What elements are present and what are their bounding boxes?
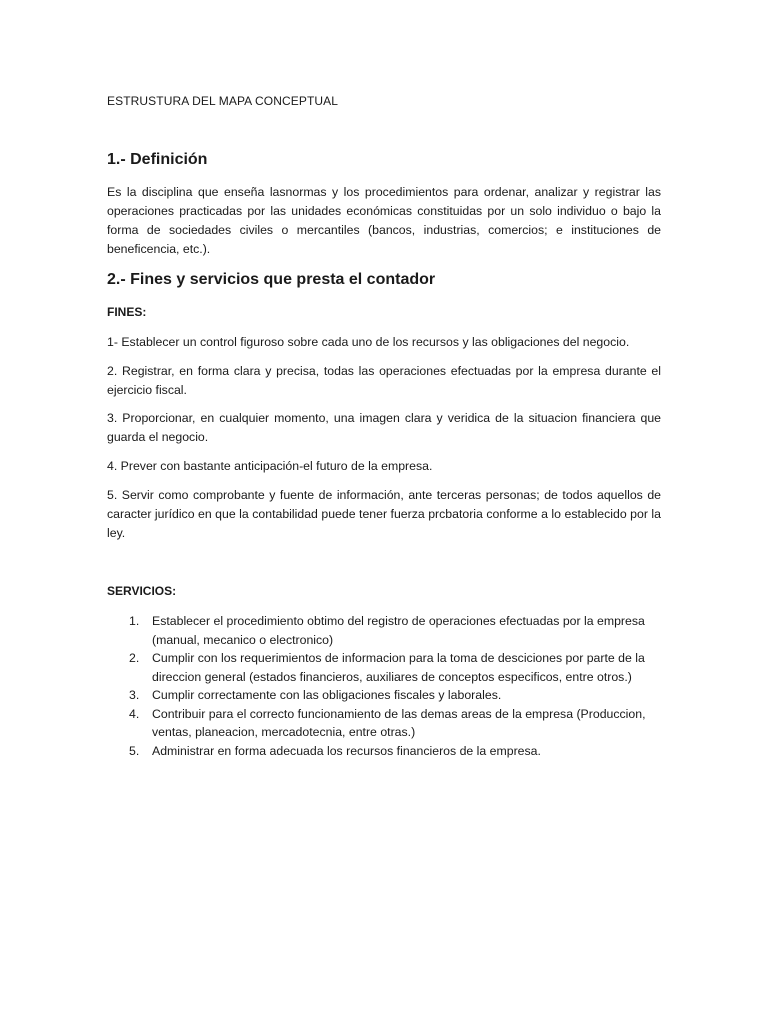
definition-paragraph: Es la disciplina que enseña lasnormas y los procedimientos para ordenar, analizar y registrar las operaciones practicadas por las unidades económicas constituidas por un solo individuo o bajo la forma de sociedades civiles o mercantiles (bancos, industrias, comercios; e instituciones de beneficencia, etc.). bbox=[107, 185, 661, 256]
list-item-text: Establecer el procedimiento obtimo del registro de operaciones efectuadas por la empresa (manual, mecanico o electronico) bbox=[152, 614, 645, 647]
list-item-number: 1. bbox=[129, 614, 140, 628]
section-2-heading: 2.- Fines y servicios que presta el contador bbox=[107, 271, 436, 288]
fines-item-5: 5. Servir como comprobante y fuente de información, ante terceras personas; de todos aquellos de caracter jurídico en que la contabilidad puede tener fuerza prcbatoria conforme a lo establecido por la ley. bbox=[107, 488, 661, 540]
fines-item-4: 4. Prever con bastante anticipación-el futuro de la empresa. bbox=[107, 459, 433, 473]
fines-item-3: 3. Proporcionar, en cualquier momento, una imagen clara y veridica de la situacion financiera que guarda el negocio. bbox=[107, 411, 661, 444]
list-item-number: 5. bbox=[129, 743, 140, 758]
fines-item-1: 1- Establecer un control figuroso sobre cada uno de los recursos y las obligaciones del negocio. bbox=[107, 335, 630, 349]
list-item bbox=[107, 705, 661, 742]
list-item-text: Cumplir correctamente con las obligaciones fiscales y laborales. bbox=[152, 688, 502, 702]
list-item-text: Administrar en forma adecuada los recursos financieros de la empresa. bbox=[152, 743, 541, 758]
servicios-label: SERVICIOS: bbox=[107, 584, 177, 598]
list-item-number: 3. bbox=[129, 688, 140, 702]
fines-item-2: 2. Registrar, en forma clara y precisa, todas las operaciones efectuadas por la empresa durante el ejercicio fiscal. bbox=[107, 364, 661, 397]
list-item-number: 2. bbox=[129, 651, 140, 665]
list-item bbox=[107, 649, 661, 686]
fines-label: FINES: bbox=[107, 305, 147, 319]
list-item-number: 4. bbox=[129, 706, 140, 721]
list-item-text: Contribuir para el correcto funcionamiento de las demas areas de la empresa (Produccion, ventas, planeacion, mercadotecnia, entre otras.) bbox=[152, 706, 646, 739]
section-1-heading: 1.- Definición bbox=[107, 151, 208, 168]
list-item-text: Cumplir con los requerimientos de informacion para la toma de desciciones por parte de la direccion general (estados financieros, auxiliares de conceptos especificos, entre otros.) bbox=[152, 651, 645, 684]
servicios-list bbox=[107, 612, 661, 760]
document-title: ESTRUSTURA DEL MAPA CONCEPTUAL bbox=[107, 94, 339, 108]
list-item bbox=[107, 742, 661, 761]
list-item bbox=[107, 612, 661, 649]
list-item bbox=[107, 686, 661, 705]
